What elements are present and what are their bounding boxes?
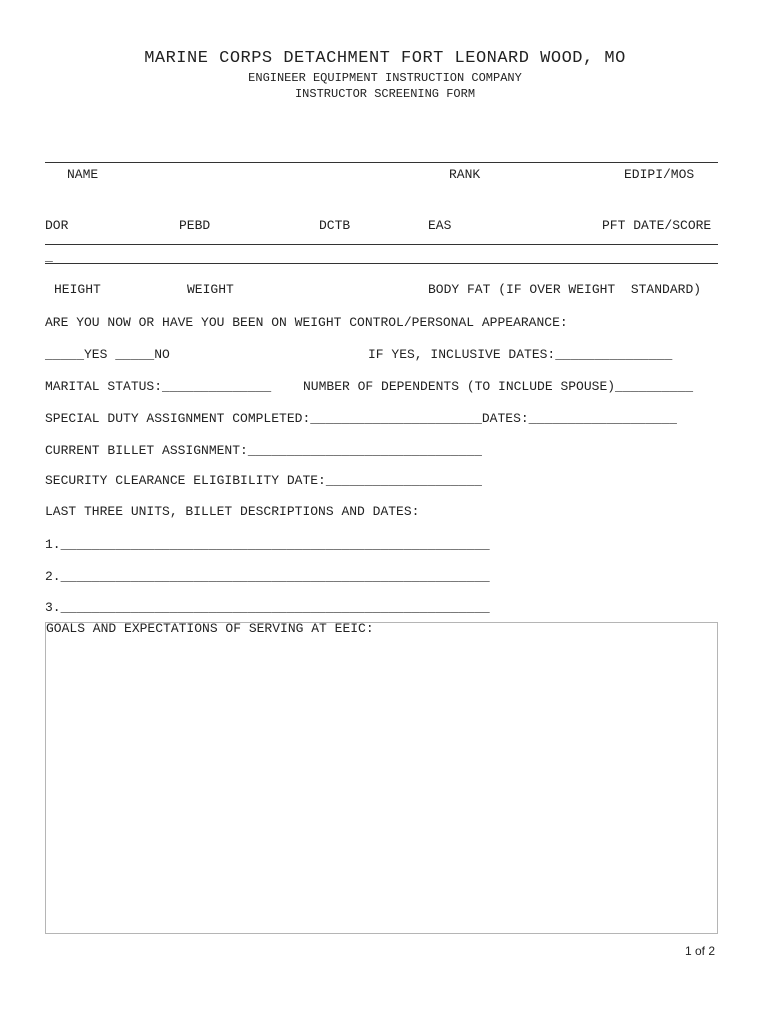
label-edipi-mos: EDIPI/MOS xyxy=(624,167,695,182)
label-name: NAME xyxy=(67,167,99,182)
label-height: HEIGHT xyxy=(54,282,101,297)
dependents-field[interactable]: NUMBER OF DEPENDENTS (TO INCLUDE SPOUSE)__________ xyxy=(303,379,694,394)
label-weight: WEIGHT xyxy=(187,282,234,297)
label-eas: EAS xyxy=(428,218,452,233)
divider-top xyxy=(45,162,718,163)
form-subtitle-form: INSTRUCTOR SCREENING FORM xyxy=(294,87,476,101)
stub-underscore: _ xyxy=(45,249,53,264)
divider-mid-1 xyxy=(45,244,718,245)
form-title: MARINE CORPS DETACHMENT FORT LEONARD WOOD, MO xyxy=(144,49,626,68)
unit-line-3[interactable]: 3._______________________________________________________ xyxy=(45,600,490,615)
page-number: 1 of 2 xyxy=(685,944,716,958)
yes-no-field[interactable]: _____YES _____NO xyxy=(45,347,170,362)
divider-mid-2 xyxy=(45,263,718,264)
label-body-fat: BODY FAT (IF OVER WEIGHT STANDARD) xyxy=(428,282,702,297)
weight-control-question: ARE YOU NOW OR HAVE YOU BEEN ON WEIGHT CONTROL/PERSONAL APPEARANCE: xyxy=(45,315,568,330)
label-pebd: PEBD xyxy=(179,218,211,233)
label-dctb: DCTB xyxy=(319,218,351,233)
label-pft: PFT DATE/SCORE xyxy=(602,218,712,233)
form-subtitle-company: ENGINEER EQUIPMENT INSTRUCTION COMPANY xyxy=(248,71,522,85)
billet-field[interactable]: CURRENT BILLET ASSIGNMENT:______________________________ xyxy=(45,443,482,458)
label-rank: RANK xyxy=(449,167,481,182)
unit-line-2[interactable]: 2._______________________________________________________ xyxy=(45,569,490,584)
inclusive-dates-field[interactable]: IF YES, INCLUSIVE DATES:_______________ xyxy=(368,347,673,362)
marital-status-field[interactable]: MARITAL STATUS:______________ xyxy=(45,379,272,394)
unit-line-1[interactable]: 1._______________________________________________________ xyxy=(45,537,490,552)
label-dor: DOR xyxy=(45,218,69,233)
clearance-field[interactable]: SECURITY CLEARANCE ELIGIBILITY DATE:____________________ xyxy=(45,473,482,488)
goals-label: GOALS AND EXPECTATIONS OF SERVING AT EEIC: xyxy=(46,621,374,636)
last-units-label: LAST THREE UNITS, BILLET DESCRIPTIONS AND DATES: xyxy=(45,504,420,519)
goals-text-area[interactable] xyxy=(45,622,718,934)
special-duty-field[interactable]: SPECIAL DUTY ASSIGNMENT COMPLETED:______________________DATES:___________________ xyxy=(45,411,677,426)
